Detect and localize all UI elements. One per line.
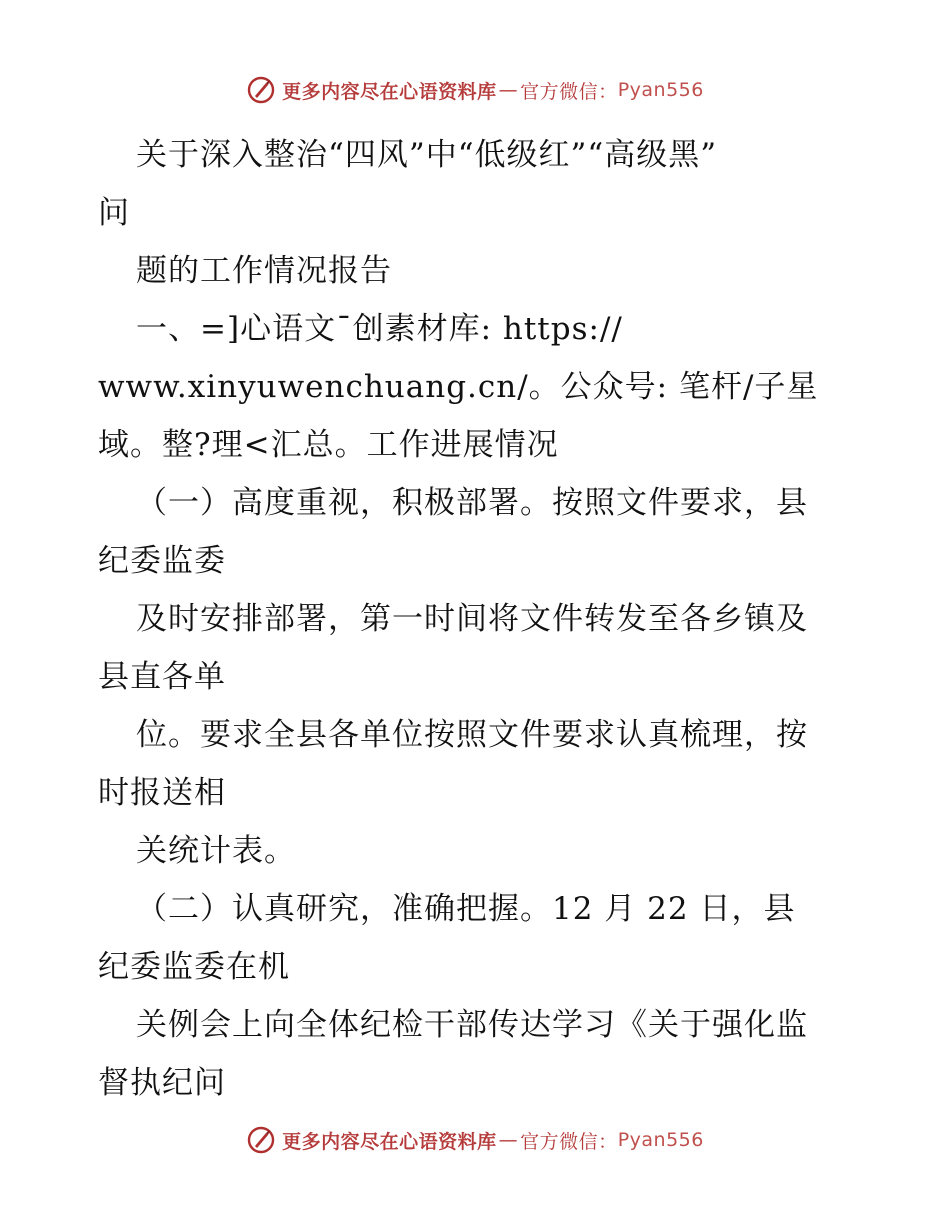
watermark-label: 官方微信： xyxy=(520,1130,618,1153)
document-line: 关例会上向全体纪检干部传达学习《关于强化监 xyxy=(136,1007,808,1043)
watermark-separator: — xyxy=(498,1129,519,1151)
watermark-slogan: 更多内容尽在心语资料库 xyxy=(282,80,497,103)
document-line: 关于深入整治“四风”中“低级红”“高级黑” xyxy=(136,137,718,173)
watermark-account: Pyan556 xyxy=(617,1129,704,1151)
document-line: 纪委监委 xyxy=(98,543,226,579)
header-watermark xyxy=(0,70,950,110)
document-body xyxy=(98,126,858,1112)
document-line: （一）高度重视，积极部署。按照文件要求，县 xyxy=(136,485,808,521)
document-line: 问 xyxy=(98,195,130,231)
watermark-separator: — xyxy=(498,79,519,101)
document-line: 及时安排部署，第一时间将文件转发至各乡镇及 xyxy=(136,601,808,637)
watermark-slogan: 更多内容尽在心语资料库 xyxy=(282,1130,497,1153)
quill-circle-icon xyxy=(246,1125,276,1155)
watermark-account: Pyan556 xyxy=(617,79,704,101)
document-line: 纪委监委在机 xyxy=(98,949,290,985)
document-line: 时报送相 xyxy=(98,775,226,811)
quill-circle-icon xyxy=(246,75,276,105)
document-line: 督执纪问 xyxy=(98,1065,226,1101)
document-line: 位。要求全县各单位按照文件要求认真梳理，按 xyxy=(136,717,808,753)
document-line: 域。整?理<汇总。工作进展情况 xyxy=(98,427,559,463)
document-line: （二）认真研究，准确把握。12 月 22 日，县 xyxy=(136,891,796,927)
document-line: 题的工作情况报告 xyxy=(136,253,392,289)
document-line: 县直各单 xyxy=(98,659,226,695)
footer-watermark xyxy=(0,1120,950,1160)
document-line: 一、=]心语文¯创素材库: https:// xyxy=(136,311,623,347)
document-line: www.xinyuwenchuang.cn/。公众号: 笔杆/子星 xyxy=(98,369,819,405)
watermark-label: 官方微信： xyxy=(520,80,618,103)
document-line: 关统计表。 xyxy=(136,833,296,869)
